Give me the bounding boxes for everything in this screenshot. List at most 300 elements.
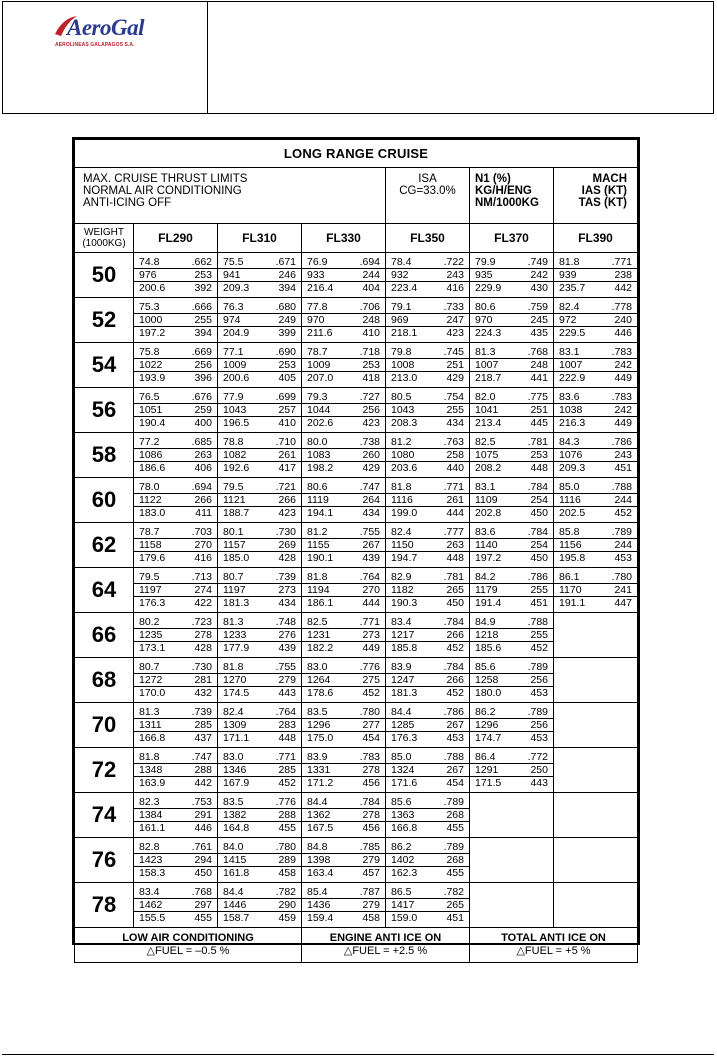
performance-value: 411	[195, 507, 212, 519]
performance-value: 1217	[391, 629, 415, 641]
fuelflow-ias-line	[470, 718, 553, 731]
performance-cell	[554, 298, 638, 343]
performance-value: 456	[362, 777, 380, 789]
performance-value: 79.5	[139, 571, 160, 583]
range-tas-line	[218, 911, 301, 924]
n1-mach-line	[139, 706, 212, 718]
performance-value: 1363	[391, 809, 415, 821]
performance-value: 204.9	[223, 327, 250, 339]
performance-value: 197.2	[475, 552, 502, 564]
range-tas-line	[134, 596, 217, 609]
performance-cell	[386, 793, 470, 838]
fuelflow-ias-line	[302, 313, 385, 326]
units-legend-right: MACH IAS (KT) TAS (KT)	[554, 168, 638, 224]
performance-value: 457	[362, 867, 380, 879]
n1-mach-line	[223, 751, 296, 763]
performance-cell	[554, 748, 638, 793]
n1-mach-line	[475, 751, 548, 763]
range-tas-line	[134, 731, 217, 744]
performance-cell	[134, 343, 218, 388]
range-tas-line	[554, 506, 637, 519]
performance-value: 1156	[559, 539, 582, 551]
n1-mach-line	[223, 526, 296, 538]
performance-value: 291	[194, 809, 212, 821]
performance-cell	[218, 703, 302, 748]
performance-value: 242	[614, 359, 632, 371]
performance-cell	[134, 253, 218, 298]
performance-value: 203.6	[391, 462, 418, 474]
performance-value: 81.8	[139, 751, 160, 763]
fuelflow-ias-line	[218, 538, 301, 551]
fuelflow-ias-line	[218, 583, 301, 596]
performance-value: 273	[362, 629, 380, 641]
range-tas-line	[302, 866, 385, 879]
performance-value: 418	[362, 372, 380, 384]
performance-value: 80.0	[307, 436, 328, 448]
performance-value: 278	[362, 764, 380, 776]
n1-mach-line	[139, 796, 212, 808]
fuelflow-ias-line	[302, 493, 385, 506]
performance-value: 82.4	[391, 526, 412, 538]
range-tas-line	[386, 281, 469, 294]
performance-value: .694	[359, 256, 380, 268]
performance-value: .747	[191, 751, 212, 763]
performance-cell	[302, 838, 386, 883]
performance-value: 211.6	[307, 327, 333, 339]
n1-mach-line	[223, 481, 296, 493]
performance-value: 441	[530, 372, 548, 384]
performance-value: .764	[359, 571, 380, 583]
performance-cell	[554, 883, 638, 928]
range-tas-line	[386, 686, 469, 699]
n1-mach-line	[391, 571, 464, 583]
range-tas-line	[386, 596, 469, 609]
fuelflow-ias-line	[218, 808, 301, 821]
n1-mach-line	[559, 481, 632, 493]
performance-value: 263	[446, 539, 464, 551]
fuelflow-ias-line	[218, 403, 301, 416]
performance-value: 235.7	[559, 282, 586, 294]
range-tas-line	[302, 551, 385, 564]
range-tas-line	[302, 686, 385, 699]
header-blank-cell	[208, 2, 713, 113]
performance-value: .671	[275, 256, 296, 268]
performance-value: 450	[530, 552, 548, 564]
performance-value: 85.8	[559, 526, 580, 538]
performance-value: .753	[191, 796, 212, 808]
range-tas-line	[218, 371, 301, 384]
range-tas-line	[470, 461, 553, 474]
performance-value: 1083	[307, 449, 331, 461]
performance-value: .703	[191, 526, 212, 538]
performance-value: .789	[611, 526, 632, 538]
n1-mach-line	[139, 886, 212, 898]
fuelflow-ias-line	[470, 403, 553, 416]
n1-mach-line	[475, 661, 548, 673]
performance-cell	[302, 433, 386, 478]
performance-value: 269	[278, 539, 296, 551]
n1-mach-line	[391, 256, 464, 268]
performance-value: 400	[194, 417, 212, 429]
performance-cell	[218, 478, 302, 523]
performance-value: .699	[275, 391, 296, 403]
range-tas-line	[134, 416, 217, 429]
performance-value: 78.0	[139, 481, 160, 493]
performance-cell	[470, 793, 554, 838]
performance-cell	[218, 793, 302, 838]
performance-value: 82.3	[139, 796, 160, 808]
performance-value: 83.6	[475, 526, 496, 538]
n1-mach-line	[223, 841, 296, 853]
performance-value: 1086	[139, 449, 163, 461]
weight-value: 58	[75, 433, 134, 478]
performance-value: 267	[446, 764, 464, 776]
performance-cell	[302, 343, 386, 388]
performance-value: 75.3	[139, 301, 160, 313]
performance-value: 939	[559, 269, 577, 281]
performance-value: 78.7	[139, 526, 160, 538]
performance-value: 448	[530, 462, 548, 474]
performance-value: 439	[362, 552, 380, 564]
fuelflow-ias-line	[134, 898, 217, 911]
performance-value: 208.3	[391, 417, 418, 429]
performance-value: .784	[443, 616, 464, 628]
performance-value: .669	[191, 346, 212, 358]
n1-mach-line	[223, 571, 296, 583]
performance-value: 454	[446, 777, 464, 789]
n1-mach-line	[223, 346, 296, 358]
performance-cell	[218, 388, 302, 433]
performance-value: 448	[446, 552, 464, 564]
fuel-correction-cell	[302, 928, 470, 963]
performance-cell	[470, 703, 554, 748]
performance-value: 1291	[475, 764, 499, 776]
performance-value: 256	[530, 719, 548, 731]
performance-value: 171.5	[475, 777, 502, 789]
weight-value: 60	[75, 478, 134, 523]
performance-value: 279	[278, 674, 296, 686]
performance-value: 435	[530, 327, 548, 339]
performance-cell	[302, 658, 386, 703]
performance-value: 84.4	[223, 886, 244, 898]
n1-mach-line	[307, 346, 380, 358]
performance-value: 82.8	[139, 841, 160, 853]
performance-value: 266	[194, 494, 212, 506]
fuelflow-ias-line	[218, 898, 301, 911]
performance-value: 256	[530, 674, 548, 686]
flight-level-header-row	[75, 224, 638, 253]
weight-value: 64	[75, 568, 134, 613]
performance-value: 1285	[391, 719, 415, 731]
cruise-conditions: MAX. CRUISE THRUST LIMITS NORMAL AIR CONDITIONING ANTI-ICING OFF	[75, 168, 386, 224]
fuelflow-ias-line	[470, 673, 553, 686]
performance-value: 1446	[223, 899, 247, 911]
performance-value: 81.3	[223, 616, 244, 628]
performance-value: 285	[278, 764, 296, 776]
performance-value: 81.8	[307, 571, 328, 583]
performance-value: 1041	[475, 404, 499, 416]
performance-value: .755	[275, 661, 296, 673]
performance-value: 194.7	[391, 552, 418, 564]
performance-value: 84.4	[391, 706, 412, 718]
performance-value: .730	[275, 526, 296, 538]
performance-value: .764	[275, 706, 296, 718]
performance-value: 75.5	[223, 256, 244, 268]
performance-value: .789	[527, 706, 548, 718]
weight-row	[75, 523, 638, 568]
performance-value: 244	[614, 494, 632, 506]
performance-value: 273	[278, 584, 296, 596]
performance-value: 443	[530, 777, 548, 789]
fuelflow-ias-line	[554, 313, 637, 326]
performance-cell	[554, 433, 638, 478]
performance-cell	[134, 793, 218, 838]
performance-value: 442	[614, 282, 632, 294]
performance-value: .783	[611, 346, 632, 358]
fuelflow-ias-line	[386, 358, 469, 371]
fuelflow-ias-line	[470, 268, 553, 281]
weight-row	[75, 838, 638, 883]
performance-value: 1362	[307, 809, 331, 821]
performance-cell	[302, 253, 386, 298]
performance-cell	[470, 433, 554, 478]
performance-value: 452	[446, 687, 464, 699]
range-tas-line	[302, 461, 385, 474]
performance-value: 202.6	[307, 417, 334, 429]
performance-value: .759	[527, 301, 548, 313]
fuelflow-ias-line	[218, 673, 301, 686]
performance-value: 224.3	[475, 327, 502, 339]
performance-value: 244	[614, 539, 632, 551]
fuelflow-ias-line	[134, 358, 217, 371]
n1-mach-line	[559, 301, 632, 313]
performance-cell	[470, 883, 554, 928]
performance-value: 251	[446, 359, 464, 371]
airline-logo-tagline: AEROLINEAS GALAPAGOS S.A.	[55, 42, 135, 48]
n1-mach-line	[391, 481, 464, 493]
performance-value: .785	[359, 841, 380, 853]
performance-value: .780	[275, 841, 296, 853]
performance-value: 190.1	[307, 552, 334, 564]
performance-value: 1022	[139, 359, 163, 371]
performance-value: .722	[443, 256, 464, 268]
n1-mach-line	[307, 886, 380, 898]
fuel-correction-cell	[470, 928, 638, 963]
fuelflow-ias-line	[470, 628, 553, 641]
performance-value: 266	[446, 629, 464, 641]
performance-value: 289	[278, 854, 296, 866]
performance-value: 267	[446, 719, 464, 731]
performance-value: 254	[530, 539, 548, 551]
performance-value: 171.6	[391, 777, 418, 789]
performance-cell	[386, 703, 470, 748]
performance-value: 1119	[307, 494, 329, 506]
performance-value: 404	[362, 282, 380, 294]
range-tas-line	[470, 641, 553, 654]
weight-value: 56	[75, 388, 134, 433]
performance-value: 183.0	[139, 507, 166, 519]
performance-value: 79.3	[307, 391, 328, 403]
performance-value: 86.2	[391, 841, 412, 853]
performance-value: .780	[611, 571, 632, 583]
performance-value: 247	[446, 314, 464, 326]
range-tas-line	[134, 821, 217, 834]
performance-value: 158.3	[139, 867, 166, 879]
performance-value: 82.4	[559, 301, 580, 313]
performance-value: 1264	[307, 674, 331, 686]
n1-mach-line	[139, 481, 212, 493]
performance-value: 1346	[223, 764, 247, 776]
performance-cell	[386, 523, 470, 568]
n1-mach-line	[223, 661, 296, 673]
performance-value: 202.8	[475, 507, 502, 519]
range-tas-line	[470, 686, 553, 699]
performance-value: 1043	[223, 404, 247, 416]
performance-value: 199.0	[391, 507, 418, 519]
performance-value: 180.0	[475, 687, 502, 699]
performance-value: 268	[446, 854, 464, 866]
performance-value: 181.3	[223, 597, 250, 609]
n1-mach-line	[475, 391, 548, 403]
page-bottom-rule	[2, 1054, 714, 1055]
performance-cell	[134, 388, 218, 433]
n1-mach-line	[139, 391, 212, 403]
performance-value: 78.7	[307, 346, 328, 358]
fuel-correction-title: TOTAL ANTI ICE ON	[501, 932, 606, 944]
fuel-correction-value: △FUEL = +2.5 %	[343, 945, 428, 957]
weight-row	[75, 253, 638, 298]
range-tas-line	[218, 731, 301, 744]
performance-value: 166.8	[391, 822, 418, 834]
table-title: LONG RANGE CRUISE	[75, 140, 638, 168]
performance-value: 85.4	[307, 886, 328, 898]
fuelflow-ias-line	[554, 358, 637, 371]
performance-value: 174.7	[475, 732, 502, 744]
performance-value: 79.5	[223, 481, 244, 493]
performance-cell	[386, 298, 470, 343]
n1-mach-line	[475, 436, 548, 448]
performance-value: 1423	[139, 854, 163, 866]
performance-cell	[218, 298, 302, 343]
performance-value: 177.9	[223, 642, 250, 654]
performance-value: 429	[446, 372, 464, 384]
performance-value: 1398	[307, 854, 331, 866]
performance-value: 969	[391, 314, 409, 326]
performance-value: 186.6	[139, 462, 166, 474]
range-tas-line	[386, 776, 469, 789]
performance-cell	[134, 568, 218, 613]
performance-value: 1155	[307, 539, 330, 551]
performance-value: 178.6	[307, 687, 334, 699]
performance-cell	[218, 523, 302, 568]
performance-value: 428	[278, 552, 296, 564]
performance-cell	[470, 613, 554, 658]
performance-value: 1140	[475, 539, 498, 551]
performance-value: 970	[475, 314, 493, 326]
fuel-correction-title: LOW AIR CONDITIONING	[122, 932, 254, 944]
performance-value: 86.2	[475, 706, 496, 718]
fuel-correction-value: △FUEL = –0.5 %	[146, 945, 230, 957]
performance-value: .778	[611, 301, 632, 313]
n1-mach-line	[223, 391, 296, 403]
n1-mach-line	[139, 526, 212, 538]
fuelflow-ias-line	[470, 313, 553, 326]
performance-value: 932	[391, 269, 409, 281]
cruise-table-grid	[74, 139, 638, 963]
performance-value: .783	[359, 751, 380, 763]
performance-cell	[134, 613, 218, 658]
performance-value: 416	[446, 282, 464, 294]
weight-value: 74	[75, 793, 134, 838]
fuelflow-ias-line	[134, 853, 217, 866]
performance-cell	[134, 838, 218, 883]
performance-cell	[386, 253, 470, 298]
performance-value: 86.1	[559, 571, 580, 583]
fuelflow-ias-line	[134, 583, 217, 596]
performance-value: 276	[278, 629, 296, 641]
performance-value: 176.3	[391, 732, 418, 744]
fuelflow-ias-line	[218, 313, 301, 326]
performance-value: 399	[278, 327, 296, 339]
range-tas-line	[554, 551, 637, 564]
n1-mach-line	[559, 436, 632, 448]
performance-value: 1009	[307, 359, 331, 371]
performance-value: 166.8	[139, 732, 166, 744]
fuelflow-ias-line	[218, 448, 301, 461]
performance-value: .772	[527, 751, 548, 763]
performance-value: 456	[362, 822, 380, 834]
performance-value: 223.4	[391, 282, 418, 294]
fuelflow-ias-line	[302, 853, 385, 866]
range-tas-line	[218, 326, 301, 339]
performance-value: .771	[443, 481, 464, 493]
conditions-row	[75, 168, 638, 224]
performance-value: .775	[527, 391, 548, 403]
fuelflow-ias-line	[386, 628, 469, 641]
performance-value: 297	[194, 899, 212, 911]
n1-mach-line	[559, 571, 632, 583]
fuelflow-ias-line	[386, 763, 469, 776]
performance-cell	[386, 433, 470, 478]
performance-value: .786	[443, 706, 464, 718]
performance-value: 255	[446, 404, 464, 416]
performance-value: 222.9	[559, 372, 586, 384]
performance-value: 242	[614, 404, 632, 416]
performance-value: 263	[194, 449, 212, 461]
performance-value: 218.1	[391, 327, 418, 339]
range-tas-line	[302, 821, 385, 834]
performance-value: .776	[359, 661, 380, 673]
performance-value: .718	[359, 346, 380, 358]
performance-value: 164.8	[223, 822, 250, 834]
performance-value: 281	[194, 674, 212, 686]
performance-value: 260	[362, 449, 380, 461]
n1-mach-line	[223, 256, 296, 268]
n1-mach-line	[139, 256, 212, 268]
performance-value: 434	[362, 507, 380, 519]
fuelflow-ias-line	[302, 583, 385, 596]
n1-mach-line	[475, 706, 548, 718]
performance-value: 455	[278, 822, 296, 834]
performance-cell	[302, 388, 386, 433]
performance-value: 162.3	[391, 867, 418, 879]
weight-value: 50	[75, 253, 134, 298]
performance-value: 259	[194, 404, 212, 416]
performance-value: .755	[359, 526, 380, 538]
performance-value: 970	[307, 314, 325, 326]
performance-value: 83.9	[307, 751, 328, 763]
performance-value: 182.2	[307, 642, 334, 654]
